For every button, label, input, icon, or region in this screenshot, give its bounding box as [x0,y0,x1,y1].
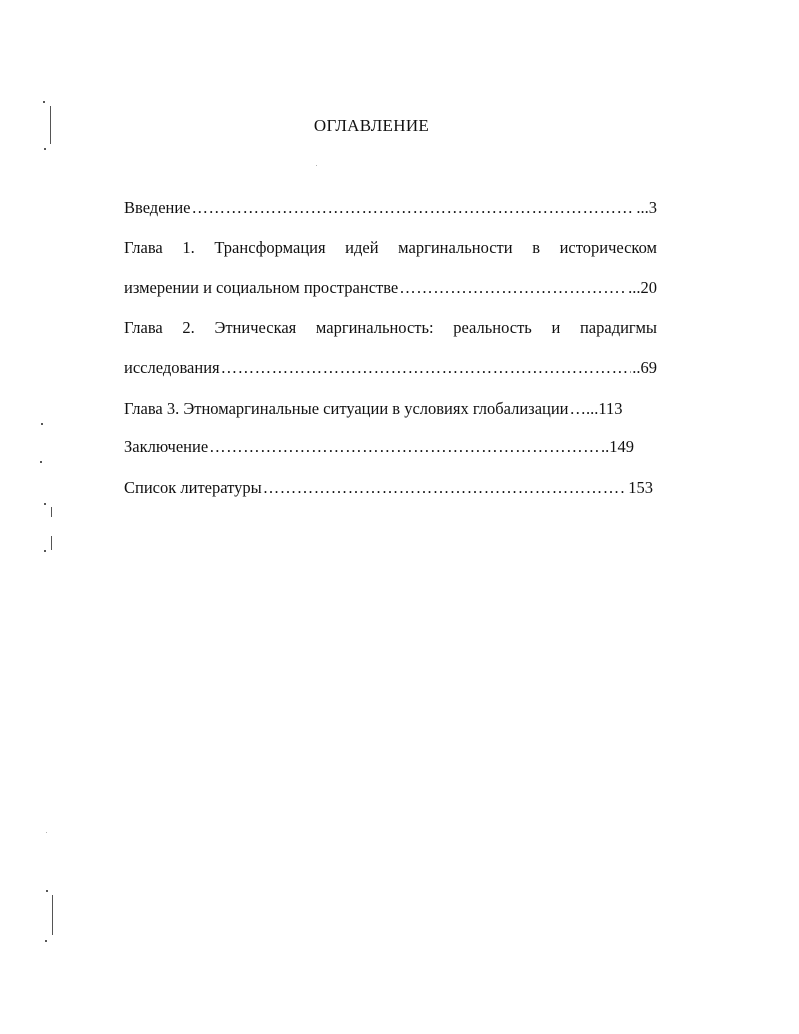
toc-entry-chapter-2-cont[interactable] [124,356,657,380]
toc-entry-text: Заключение [124,437,209,456]
dot-leader [221,356,632,380]
scan-mark [44,550,46,552]
scan-mark [316,165,317,166]
dot-leader [209,435,600,459]
toc-entry-chapter-1[interactable] [124,236,657,260]
toc-entry-chapter-2[interactable] [124,316,657,340]
toc-entry-text: Глава 1. Трансформация идей маргинальности в историческом [124,238,657,257]
toc-entry-page: ..69 [632,358,657,377]
toc-entry-text: Глава 2. Этническая маргинальность: реальность и парадигмы [124,318,657,337]
scan-mark [46,890,48,892]
scan-mark [51,507,52,517]
page-title: ОГЛАВЛЕНИЕ [313,116,430,135]
scan-mark [45,940,47,942]
dot-leader [399,276,627,300]
scan-mark [51,536,52,550]
dot-leader [192,196,636,220]
toc-entry-text: Глава 3. Этномаргинальные ситуации в условиях глобализации [124,399,569,418]
scan-mark [46,832,47,833]
toc-entry-page: 153 [628,478,653,497]
toc-entry-page: ...20 [628,278,657,297]
toc-entry-text: измерении и социальном пространстве [124,278,399,297]
toc-entry-page: …...113 [569,399,623,418]
toc-entry-page: ...3 [636,198,657,217]
scan-mark [44,148,46,150]
toc-entry-text: Введение [124,198,191,217]
toc-entry-chapter-3[interactable] [124,397,657,421]
toc-entry-bibliography[interactable] [124,476,653,500]
scan-mark [44,503,46,505]
scan-mark [41,423,43,425]
dot-leader [263,476,628,500]
scan-mark [52,895,53,935]
toc-entry-introduction[interactable] [124,196,657,220]
toc-entry-page: ..149 [601,437,634,456]
toc-entry-conclusion[interactable] [124,435,634,459]
toc-entry-chapter-1-cont[interactable] [124,276,657,300]
toc-entry-text: исследования [124,358,220,377]
scan-mark [43,101,45,103]
scan-mark [40,461,42,463]
toc-entry-text: Список литературы [124,478,262,497]
